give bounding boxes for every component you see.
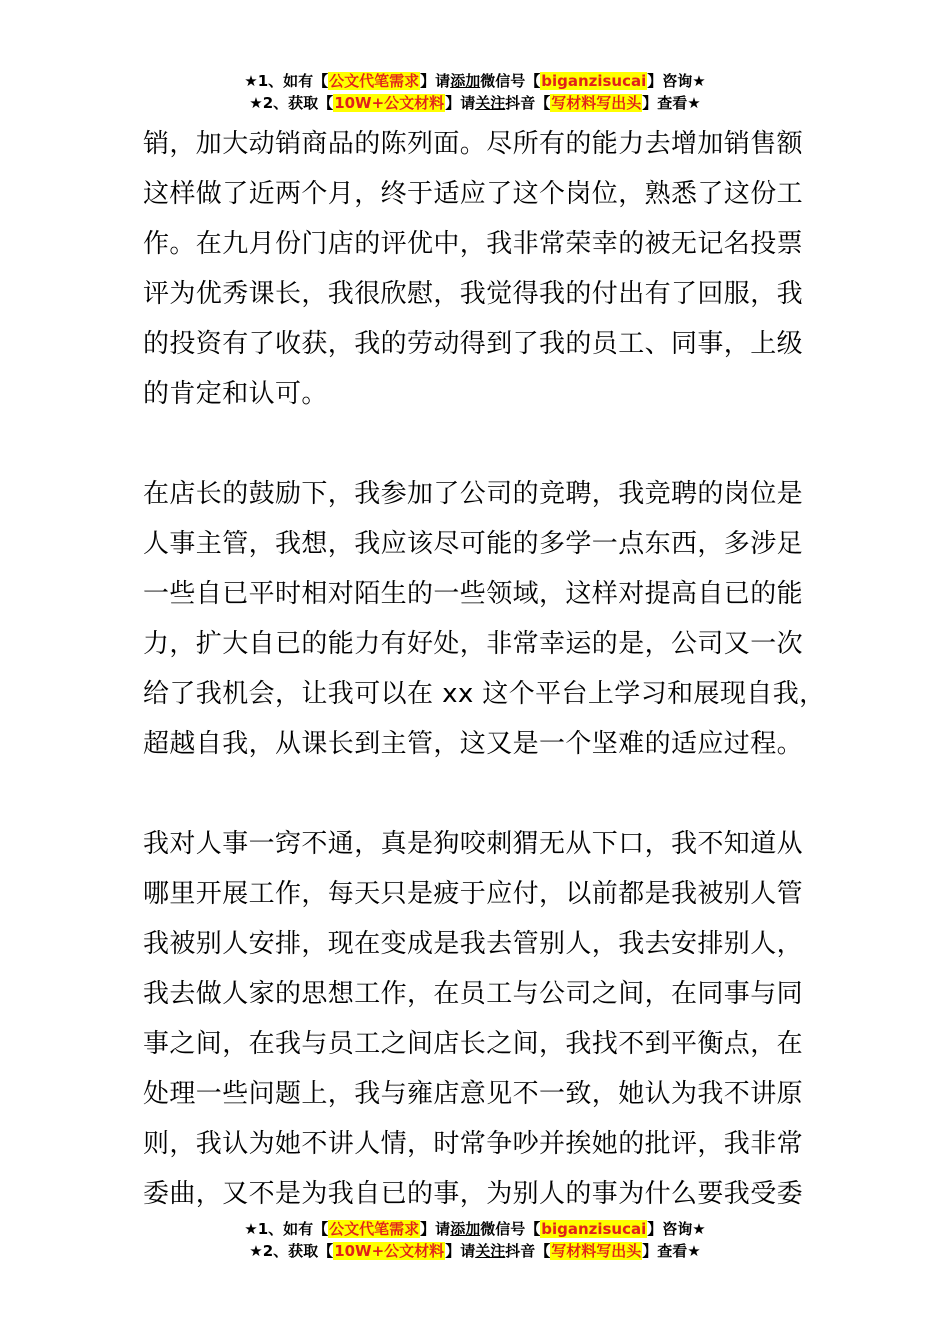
banner-text: ★1、如有【 [244,72,329,90]
banner-text: 】请 [420,1220,451,1238]
paragraph-gap [143,769,813,819]
banner-underline: 添加 [450,72,481,90]
text-line: 超越自我，从课长到主管，这又是一个坚难的适应过程。 [143,729,804,759]
banner-text: ★2、获取【 [249,1242,334,1260]
text-line: 事之间，在我与员工之间店长之间，我找不到平衡点，在 [143,1029,804,1059]
banner-highlight: 写材料写出头 [551,94,642,112]
text-line: 我被别人安排，现在变成是我去管别人，我去安排别人， [143,929,804,959]
paragraph-gap [143,419,813,469]
banner-text: 】查看★ [642,94,701,112]
header-banner-line-2 [0,92,950,114]
banner-underline: 添加 [450,1220,481,1238]
banner-text: 抖音【 [505,1242,551,1260]
banner-text: ★1、如有【 [244,1220,329,1238]
banner-highlight: biganzisucai [541,1220,647,1238]
text-line: 评为优秀课长，我很欣慰，我觉得我的付出有了回服，我 [143,279,804,309]
banner-highlight: 公文代笔需求 [329,1220,420,1238]
text-line: 的投资有了收获，我的劳动得到了我的员工、同事，上级 [143,329,804,359]
text-line: 在店长的鼓励下，我参加了公司的竞聘，我竞聘的岗位是 [143,479,804,509]
header-banner [0,70,950,114]
text-line: 给了我机会，让我可以在 xx 这个平台上学习和展现自我， [143,679,826,709]
text-line: 哪里开展工作，每天只是疲于应付，以前都是我被别人管 [143,879,804,909]
footer-banner-line-1 [0,1218,950,1240]
banner-text: ★2、获取【 [249,94,334,112]
banner-text: 】查看★ [642,1242,701,1260]
text-line: 我去做人家的思想工作，在员工与公司之间，在同事与同 [143,979,804,1009]
text-line: 我对人事一窍不通，真是狗咬刺猬无从下口，我不知道从 [143,829,804,859]
text-line: 处理一些问题上，我与雍店意见不一致，她认为我不讲原 [143,1079,804,1109]
banner-text: 】请 [420,72,451,90]
banner-text: 抖音【 [505,94,551,112]
banner-underline: 关注 [475,94,506,112]
document-body [143,119,826,1219]
banner-text: 】咨询★ [647,72,706,90]
banner-text: 】咨询★ [647,1220,706,1238]
banner-highlight: 写材料写出头 [551,1242,642,1260]
text-line: 这样做了近两个月，终于适应了这个岗位，熟悉了这份工 [143,179,804,209]
text-line: 作。在九月份门店的评优中，我非常荣幸的被无记名投票 [143,229,804,259]
footer-banner-line-2 [0,1240,950,1262]
text-line: 的肯定和认可。 [143,379,328,409]
banner-highlight: 10W+公文材料 [334,94,445,112]
text-line: 则，我认为她不讲人情，时常争吵并挨她的批评，我非常 [143,1129,804,1159]
banner-text: 】请 [445,94,476,112]
footer-banner [0,1218,950,1262]
text-line: 销，加大动销商品的陈列面。尽所有的能力去增加销售额 [143,129,804,159]
text-line: 力，扩大自已的能力有好处，非常幸运的是，公司又一次 [143,629,804,659]
text-line: 一些自已平时相对陌生的一些领域，这样对提高自已的能 [143,579,804,609]
banner-text: 微信号【 [480,72,541,90]
banner-highlight: 10W+公文材料 [334,1242,445,1260]
paragraph-3 [143,819,813,1219]
banner-text: 】请 [445,1242,476,1260]
banner-highlight: biganzisucai [541,72,647,90]
header-banner-line-1 [0,70,950,92]
banner-underline: 关注 [475,1242,506,1260]
banner-text: 微信号【 [480,1220,541,1238]
text-line: 人事主管，我想，我应该尽可能的多学一点东西，多涉足 [143,529,804,559]
text-line: 委曲，又不是为我自已的事，为别人的事为什么要我受委 [143,1179,804,1209]
banner-highlight: 公文代笔需求 [329,72,420,90]
paragraph-2 [143,469,826,769]
paragraph-1 [143,119,813,419]
